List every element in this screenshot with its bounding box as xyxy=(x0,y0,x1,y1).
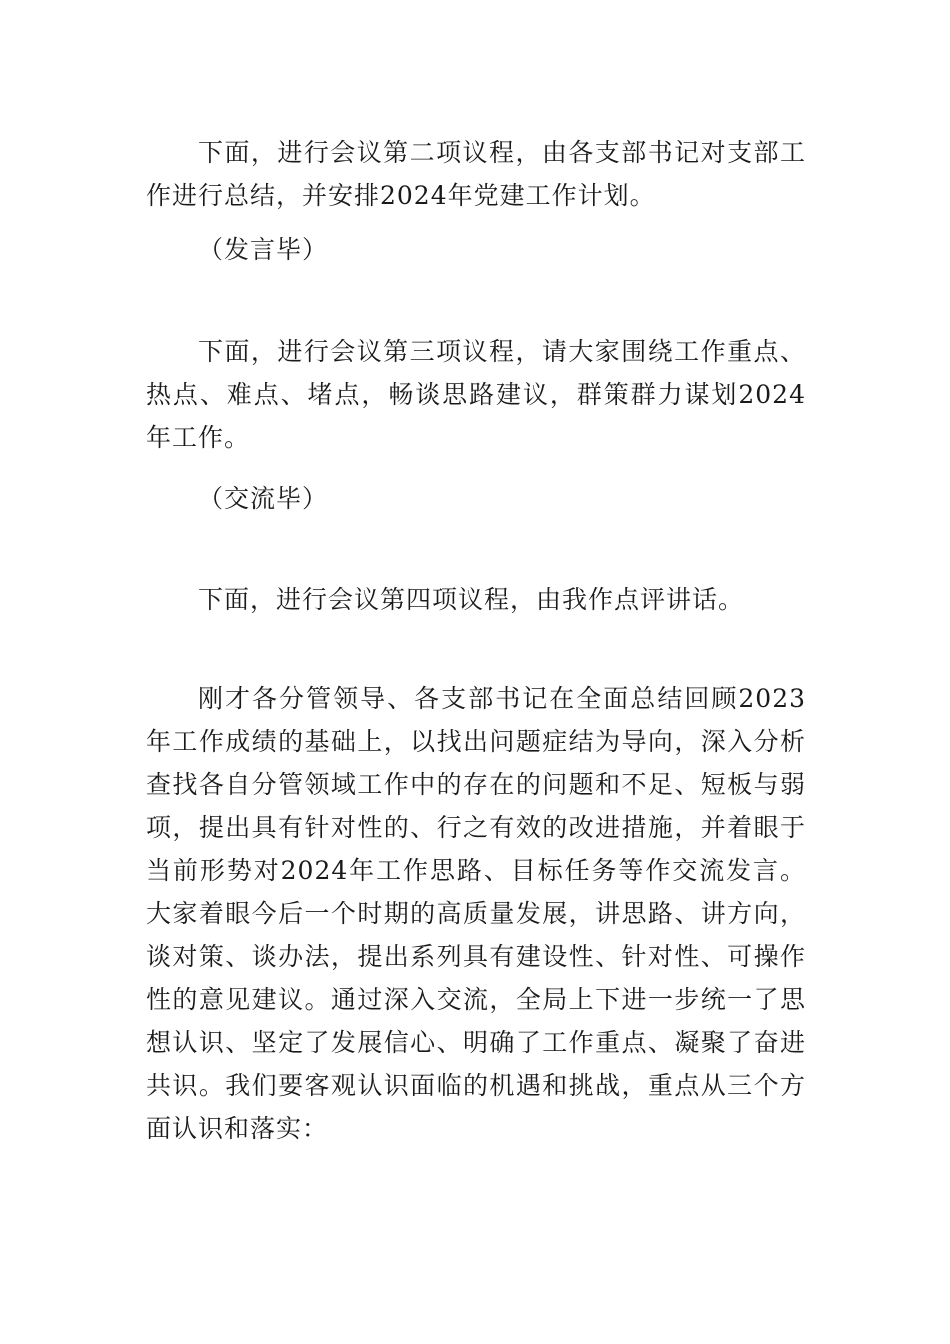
paragraph-review-remarks: 刚才各分管领导、各支部书记在全面总结回顾2023年工作成绩的基础上，以找出问题症结为导向，深入分析查找各自分管领域工作中的存在的问题和不足、短板与弱项，提出具有针对性的、行之有效的改进措施，并着眼于当前形势对2024年工作思路、目标任务等作交流发言。大家着眼今后一个时期的高质量发展，讲思路、讲方向，谈对策、谈办法，提出系列具有建设性、针对性、可操作性的意见建议。通过深入交流，全局上下进一步统一了思想认识、坚定了发展信心、明确了工作重点、凝聚了奋进共识。我们要客观认识面临的机遇和挑战，重点从三个方面认识和落实： xyxy=(146,684,806,1143)
paragraph-agenda-item-3: 下面，进行会议第三项议程，请大家围绕工作重点、热点、难点、堵点，畅谈思路建议，群策群力谋划2024年工作。 xyxy=(146,337,806,452)
note-exchange-ended: （交流毕） xyxy=(198,484,329,513)
note-speech-ended: （发言毕） xyxy=(198,235,329,264)
paragraph-agenda-item-4: 下面，进行会议第四项议程，由我作点评讲话。 xyxy=(198,585,745,614)
paragraph-agenda-item-2: 下面，进行会议第二项议程，由各支部书记对支部工作进行总结，并安排2024年党建工作计划。 xyxy=(146,138,806,210)
